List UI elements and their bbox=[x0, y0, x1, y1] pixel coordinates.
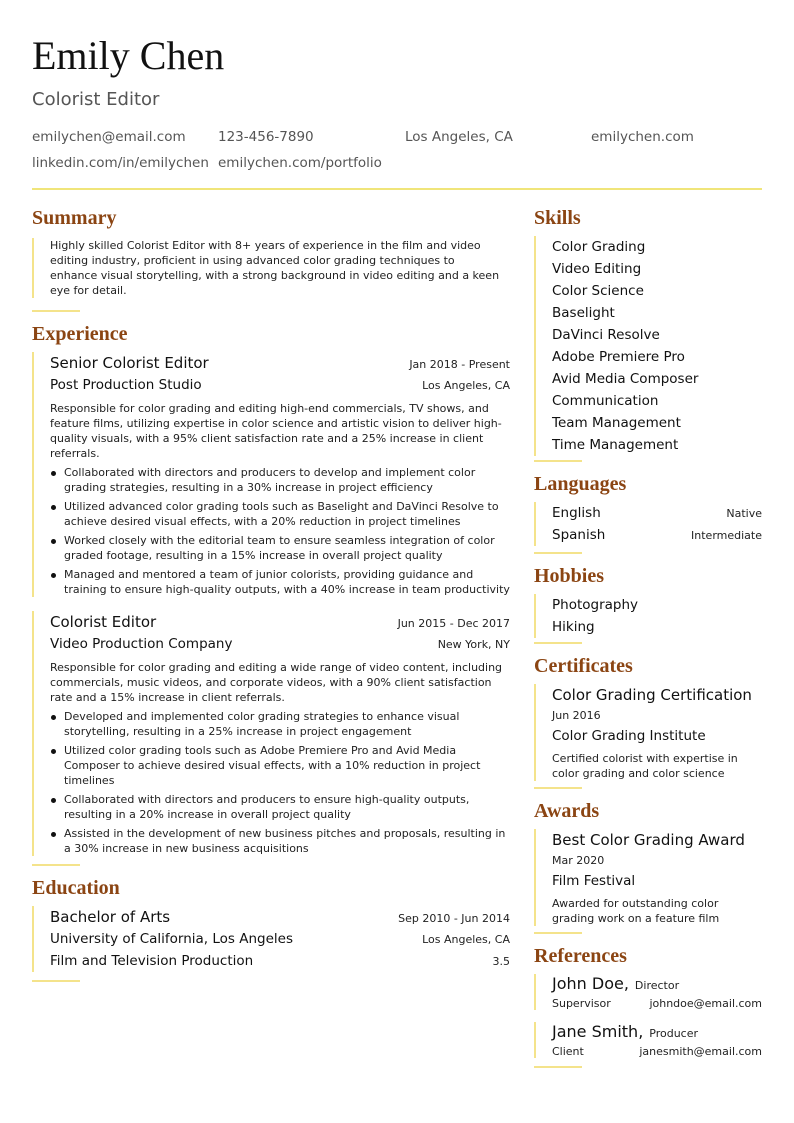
job-entry bbox=[32, 611, 510, 856]
skill-item: Video Editing bbox=[552, 261, 642, 277]
hobbies-list bbox=[534, 594, 762, 638]
contact-website[interactable]: emilychen.com bbox=[591, 129, 694, 145]
job-bullet: Collaborated with directors and producers to ensure high-quality outputs, resulting in a 20% increase in overall project quality bbox=[50, 792, 510, 822]
education-gpa: 3.5 bbox=[492, 955, 510, 968]
award-entry bbox=[534, 829, 762, 926]
job-bullets bbox=[50, 709, 510, 856]
job-entry bbox=[32, 352, 510, 597]
skill-item: Avid Media Composer bbox=[552, 371, 699, 387]
certificate-entry bbox=[534, 684, 762, 781]
job-bullet: Utilized color grading tools such as Adobe Premiere Pro and Avid Media Composer to achieve desired visual effects, with a 10% reduction in project timelines bbox=[50, 743, 510, 788]
certificate-description: Certified colorist with expertise in color grading and color science bbox=[552, 752, 738, 780]
job-dates: Jun 2015 - Dec 2017 bbox=[397, 617, 510, 630]
language-name: English bbox=[552, 505, 601, 521]
job-description: Responsible for color grading and editing high-end commercials, TV shows, and feature films, utilizing expertise in color science and artistic vision to deliver high-quality visuals, with a 95% client satisfaction rate and a 25% increase in client referrals. bbox=[50, 402, 502, 460]
resume-job-title: Colorist Editor bbox=[32, 89, 160, 110]
section-underline bbox=[534, 460, 582, 462]
job-company: Video Production Company bbox=[50, 636, 233, 652]
job-bullet: Utilized advanced color grading tools such as Baselight and DaVinci Resolve to achieve desired visual effects, with a 20% reduction in project timelines bbox=[50, 499, 510, 529]
skill-item: Time Management bbox=[552, 437, 679, 453]
reference-email[interactable]: johndoe@email.com bbox=[649, 997, 762, 1010]
reference-entry bbox=[534, 1022, 762, 1058]
certificate-issuer: Color Grading Institute bbox=[552, 728, 706, 744]
education-field: Film and Television Production bbox=[50, 953, 254, 969]
header-divider bbox=[32, 188, 762, 190]
job-dates: Jan 2018 - Present bbox=[409, 358, 510, 371]
certificate-date: Jun 2016 bbox=[552, 709, 601, 722]
reference-name: Jane Smith, bbox=[552, 1022, 644, 1041]
languages-list bbox=[534, 502, 762, 546]
summary-text: Highly skilled Colorist Editor with 8+ years of experience in the film and video editing industry, proficient in using advanced color grading techniques to enhance visual storytelling, with a strong background in video editing and a keen eye for detail. bbox=[50, 239, 500, 297]
section-underline bbox=[32, 980, 80, 982]
job-bullets bbox=[50, 465, 510, 597]
skill-item: Color Grading bbox=[552, 239, 646, 255]
awards-section bbox=[534, 799, 762, 934]
job-description: Responsible for color grading and editing a wide range of video content, including commercials, music videos, and corporate videos, with a 90% client satisfaction rate and a 15% increase in client referrals. bbox=[50, 661, 503, 704]
education-section bbox=[32, 876, 510, 982]
contact-linkedin[interactable]: linkedin.com/in/emilychen bbox=[32, 155, 209, 171]
job-role: Colorist Editor bbox=[50, 613, 157, 631]
award-title: Best Color Grading Award bbox=[552, 831, 745, 849]
section-underline bbox=[32, 310, 80, 312]
contact-portfolio[interactable]: emilychen.com/portfolio bbox=[218, 155, 382, 171]
hobbies-section bbox=[534, 564, 762, 644]
experience-heading: Experience bbox=[32, 323, 128, 345]
left-column bbox=[32, 206, 510, 982]
hobby-item: Photography bbox=[552, 597, 639, 613]
section-underline bbox=[534, 1066, 582, 1068]
skill-item: Team Management bbox=[552, 415, 681, 431]
contact-location: Los Angeles, CA bbox=[405, 129, 513, 145]
certificate-title: Color Grading Certification bbox=[552, 686, 752, 704]
reference-email[interactable]: janesmith@email.com bbox=[639, 1045, 762, 1058]
reference-entry bbox=[534, 974, 762, 1010]
education-entry bbox=[32, 906, 510, 972]
awards-heading: Awards bbox=[534, 800, 600, 822]
education-dates: Sep 2010 - Jun 2014 bbox=[398, 912, 510, 925]
summary-section bbox=[32, 206, 510, 312]
reference-name: John Doe, bbox=[552, 974, 629, 993]
certificates-section bbox=[534, 654, 762, 789]
job-location: New York, NY bbox=[437, 638, 510, 651]
education-location: Los Angeles, CA bbox=[422, 933, 510, 946]
award-date: Mar 2020 bbox=[552, 854, 605, 867]
education-heading: Education bbox=[32, 877, 120, 899]
resume-name: Emily Chen bbox=[32, 33, 225, 78]
job-location: Los Angeles, CA bbox=[422, 379, 510, 392]
references-section bbox=[534, 944, 762, 1068]
award-issuer: Film Festival bbox=[552, 873, 636, 889]
right-column bbox=[534, 206, 762, 1068]
job-company: Post Production Studio bbox=[50, 377, 202, 393]
section-underline bbox=[32, 864, 80, 866]
language-level: Native bbox=[726, 507, 762, 520]
hobby-item: Hiking bbox=[552, 619, 595, 635]
experience-section bbox=[32, 322, 510, 866]
skill-item: Color Science bbox=[552, 283, 644, 299]
job-bullet: Developed and implemented color grading strategies to enhance visual storytelling, resulting in a 25% increase in project engagement bbox=[50, 709, 510, 739]
job-bullet: Collaborated with directors and producers to develop and implement color grading strategies, resulting in a 30% increase in project efficiency bbox=[50, 465, 510, 495]
reference-relation: Client bbox=[552, 1045, 584, 1058]
language-name: Spanish bbox=[552, 527, 606, 543]
job-bullet: Managed and mentored a team of junior colorists, providing guidance and training to ensure high-quality outputs, with a 40% increase in team productivity bbox=[50, 567, 510, 597]
section-underline bbox=[534, 642, 582, 644]
job-bullet: Worked closely with the editorial team to ensure seamless integration of color graded footage, resulting in a 15% increase in overall project quality bbox=[50, 533, 510, 563]
skill-item: Adobe Premiere Pro bbox=[552, 349, 685, 365]
skills-list bbox=[534, 236, 762, 456]
skills-heading: Skills bbox=[534, 207, 581, 229]
skills-section bbox=[534, 206, 762, 462]
section-underline bbox=[534, 552, 582, 554]
job-bullet: Assisted in the development of new business pitches and proposals, resulting in a 30% increase in new business acquisitions bbox=[50, 826, 510, 856]
education-school: University of California, Los Angeles bbox=[50, 931, 294, 947]
skill-item: Baselight bbox=[552, 305, 615, 321]
reference-role: Producer bbox=[649, 1027, 699, 1040]
certificates-heading: Certificates bbox=[534, 655, 633, 677]
education-degree: Bachelor of Arts bbox=[50, 908, 171, 926]
references-heading: References bbox=[534, 945, 627, 967]
section-underline bbox=[534, 787, 582, 789]
hobbies-heading: Hobbies bbox=[534, 565, 605, 587]
reference-role: Director bbox=[634, 979, 680, 992]
summary-block bbox=[32, 238, 510, 298]
language-level: Intermediate bbox=[691, 529, 762, 542]
skill-item: DaVinci Resolve bbox=[552, 327, 660, 343]
contact-email[interactable]: emilychen@email.com bbox=[32, 129, 186, 145]
languages-heading: Languages bbox=[534, 473, 627, 495]
skill-item: Communication bbox=[552, 393, 659, 409]
job-role: Senior Colorist Editor bbox=[50, 354, 209, 372]
reference-relation: Supervisor bbox=[552, 997, 611, 1010]
section-underline bbox=[534, 932, 582, 934]
contact-phone[interactable]: 123-456-7890 bbox=[218, 129, 314, 145]
summary-heading: Summary bbox=[32, 207, 117, 229]
award-description: Awarded for outstanding color grading work on a feature film bbox=[552, 897, 720, 925]
languages-section bbox=[534, 472, 762, 554]
